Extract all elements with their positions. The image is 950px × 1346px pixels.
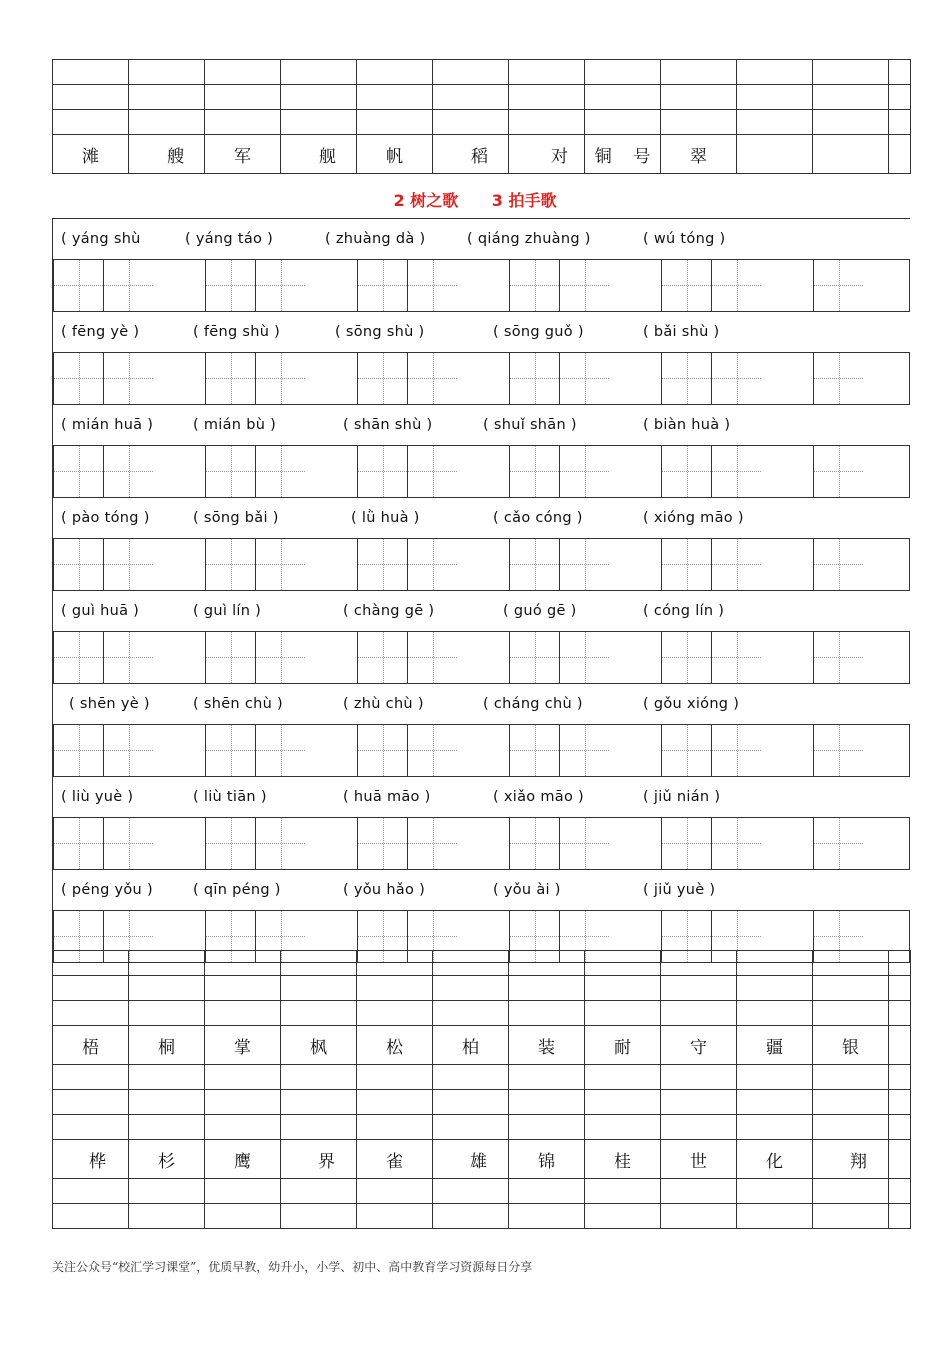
char-cell: 舰 [281,135,357,174]
char-cell: 稻 [433,135,509,174]
pinyin-word: ( jiǔ nián ) [643,789,721,805]
writing-box[interactable] [205,632,255,683]
writing-box[interactable] [813,353,863,404]
pinyin-row [52,404,910,445]
writing-box[interactable] [509,539,559,590]
writing-box[interactable] [813,632,863,683]
pinyin-word: ( zhuàng dà ) [325,231,426,247]
char-cell: 松 [357,1026,433,1065]
writing-box[interactable] [559,725,609,776]
char-cell: 翠 [661,135,737,174]
writing-box[interactable] [53,725,103,776]
writing-box[interactable] [559,539,609,590]
writing-box[interactable] [407,818,457,869]
bottom-char-table [52,950,911,1229]
writing-box[interactable] [661,725,711,776]
pinyin-word: ( xiǎo māo ) [493,789,584,805]
char-cell: 世 [661,1140,737,1179]
writing-box[interactable] [661,632,711,683]
char-cell: 军 [205,135,281,174]
writing-box[interactable] [559,260,609,311]
pinyin-word: ( sōng bǎi ) [193,510,279,526]
pinyin-word: ( sōng shù ) [335,324,425,340]
writing-box[interactable] [559,446,609,497]
writing-box[interactable] [103,353,153,404]
writing-box[interactable] [661,818,711,869]
char-cell: 雄 [433,1140,509,1179]
pinyin-word: ( gǒu xióng ) [643,696,740,712]
writing-box[interactable] [53,632,103,683]
char-cell: 桂 [585,1140,661,1179]
char-cell: 化 [737,1140,813,1179]
pinyin-word: ( mián huā ) [61,417,154,433]
pinyin-word: ( liù tiān ) [193,789,267,805]
writing-box[interactable] [509,632,559,683]
pinyin-row [52,683,910,724]
pinyin-word: ( pào tóng ) [61,510,150,526]
writing-box[interactable] [407,260,457,311]
writing-box-row [52,817,910,869]
writing-box-row [52,352,910,404]
writing-box[interactable] [661,446,711,497]
lesson-title-2: 3 拍手歌 [491,191,557,210]
pinyin-word: ( sōng guǒ ) [493,324,584,340]
pinyin-word: ( yǒu ài ) [493,882,561,898]
writing-box[interactable] [407,446,457,497]
writing-box[interactable] [103,260,153,311]
pinyin-word: ( cóng lín ) [643,603,725,619]
pinyin-word: ( lǜ huà ) [351,510,420,526]
writing-box[interactable] [53,539,103,590]
char-cell: 翔 [813,1140,889,1179]
writing-box[interactable] [813,446,863,497]
pinyin-row [52,869,910,910]
writing-box[interactable] [255,725,305,776]
pinyin-word: ( guì huā ) [61,603,140,619]
char-cell: 装 [509,1026,585,1065]
writing-box[interactable] [255,353,305,404]
char-cell [585,135,661,174]
writing-box[interactable] [711,353,761,404]
writing-box[interactable] [357,818,407,869]
writing-box[interactable] [407,632,457,683]
pinyin-word: ( shēn yè ) [69,696,150,712]
writing-box[interactable] [813,539,863,590]
writing-box[interactable] [53,353,103,404]
pinyin-word: ( qīn péng ) [193,882,281,898]
lesson-title-1: 2 树之歌 [393,191,459,210]
writing-box[interactable] [103,818,153,869]
writing-box[interactable] [53,260,103,311]
writing-box[interactable] [711,632,761,683]
writing-box-row [52,259,910,311]
writing-box[interactable] [53,818,103,869]
writing-box[interactable] [357,539,407,590]
pinyin-writing-section [52,218,910,963]
writing-box[interactable] [103,632,153,683]
char-cell: 梧 [53,1026,129,1065]
writing-box[interactable] [255,818,305,869]
writing-box[interactable] [205,725,255,776]
char-cell: 艘 [129,135,205,174]
writing-box[interactable] [559,353,609,404]
char-cell: 桐 [129,1026,205,1065]
pinyin-word: ( fēng yè ) [61,324,140,340]
writing-box[interactable] [255,260,305,311]
writing-box[interactable] [255,446,305,497]
writing-box[interactable] [205,260,255,311]
char-cell: 柏 [433,1026,509,1065]
writing-box[interactable] [205,818,255,869]
writing-box-row [52,445,910,497]
writing-box[interactable] [711,539,761,590]
char-cell: 帆 [357,135,433,174]
writing-box[interactable] [813,818,863,869]
writing-box[interactable] [357,725,407,776]
pinyin-row [52,218,910,259]
pinyin-word: ( zhù chù ) [343,696,424,712]
char-cell: 疆 [737,1026,813,1065]
writing-box[interactable] [509,818,559,869]
char-cell: 鹰 [205,1140,281,1179]
char-cell: 界 [281,1140,357,1179]
pinyin-word: ( chàng gē ) [343,603,435,619]
writing-box[interactable] [711,725,761,776]
pinyin-word: ( shēn chù ) [193,696,283,712]
char-cell: 锦 [509,1140,585,1179]
writing-box[interactable] [205,539,255,590]
writing-box[interactable] [509,725,559,776]
pinyin-word: ( yáng táo ) [185,231,274,247]
pinyin-word: ( liù yuè ) [61,789,134,805]
char-text: 铜 [594,146,612,167]
writing-box[interactable] [813,725,863,776]
writing-box[interactable] [103,539,153,590]
writing-box[interactable] [255,539,305,590]
writing-box[interactable] [661,539,711,590]
writing-box-row [52,724,910,776]
pinyin-word: ( fēng shù ) [193,324,281,340]
pinyin-word: ( xióng māo ) [643,510,744,526]
pinyin-word: ( péng yǒu ) [61,882,153,898]
char-cell: 桦 [53,1140,129,1179]
char-text: 号 [633,146,651,167]
writing-box[interactable] [205,353,255,404]
pinyin-row [52,590,910,631]
writing-box[interactable] [357,446,407,497]
pinyin-word: ( cháng chù ) [483,696,583,712]
writing-box[interactable] [711,260,761,311]
writing-box[interactable] [509,353,559,404]
writing-box[interactable] [661,260,711,311]
pinyin-row [52,497,910,538]
writing-box[interactable] [205,446,255,497]
lesson-title [0,188,950,211]
writing-box[interactable] [103,446,153,497]
char-cell [509,135,585,174]
writing-box[interactable] [813,260,863,311]
char-cell: 杉 [129,1140,205,1179]
writing-box[interactable] [711,446,761,497]
pinyin-word: ( guì lín ) [193,603,262,619]
writing-box[interactable] [255,632,305,683]
pinyin-word: ( biàn huà ) [643,417,731,433]
pinyin-word: ( wú tóng ) [643,231,726,247]
pinyin-word: ( shuǐ shān ) [483,417,577,433]
pinyin-word: ( mián bù ) [193,417,277,433]
writing-box[interactable] [407,725,457,776]
writing-box[interactable] [53,446,103,497]
pinyin-word: ( guó gē ) [503,603,577,619]
writing-box[interactable] [357,260,407,311]
char-cell: 枫 [281,1026,357,1065]
pinyin-word: ( qiáng zhuàng ) [467,231,591,247]
writing-box-row [52,538,910,590]
char-text: 对 [551,146,568,167]
char-cell: 银 [813,1026,889,1065]
writing-box[interactable] [407,353,457,404]
pinyin-word: ( jiǔ yuè ) [643,882,716,898]
pinyin-row [52,776,910,817]
char-cell: 掌 [205,1026,281,1065]
pinyin-row [52,311,910,352]
pinyin-word: ( yáng shù [61,231,141,247]
writing-box[interactable] [407,539,457,590]
pinyin-word: ( yǒu hǎo ) [343,882,426,898]
top-char-table [52,59,911,174]
char-cell: 雀 [357,1140,433,1179]
pinyin-word: ( cǎo cóng ) [493,510,583,526]
footer-note: 关注公众号“校汇学习课堂”，优质早教，幼升小，小学、初中、高中教育学习资源每日分享 [52,1260,533,1274]
char-cell: 守 [661,1026,737,1065]
pinyin-word: ( shān shù ) [343,417,433,433]
writing-box[interactable] [559,818,609,869]
writing-box[interactable] [103,725,153,776]
writing-box[interactable] [661,353,711,404]
writing-box[interactable] [357,632,407,683]
writing-box[interactable] [509,260,559,311]
char-cell: 滩 [53,135,129,174]
pinyin-word: ( huā māo ) [343,789,431,805]
writing-box[interactable] [509,446,559,497]
writing-box[interactable] [711,818,761,869]
pinyin-word: ( bǎi shù ) [643,324,720,340]
writing-box[interactable] [357,353,407,404]
writing-box-row [52,631,910,683]
writing-box[interactable] [559,632,609,683]
char-cell: 耐 [585,1026,661,1065]
